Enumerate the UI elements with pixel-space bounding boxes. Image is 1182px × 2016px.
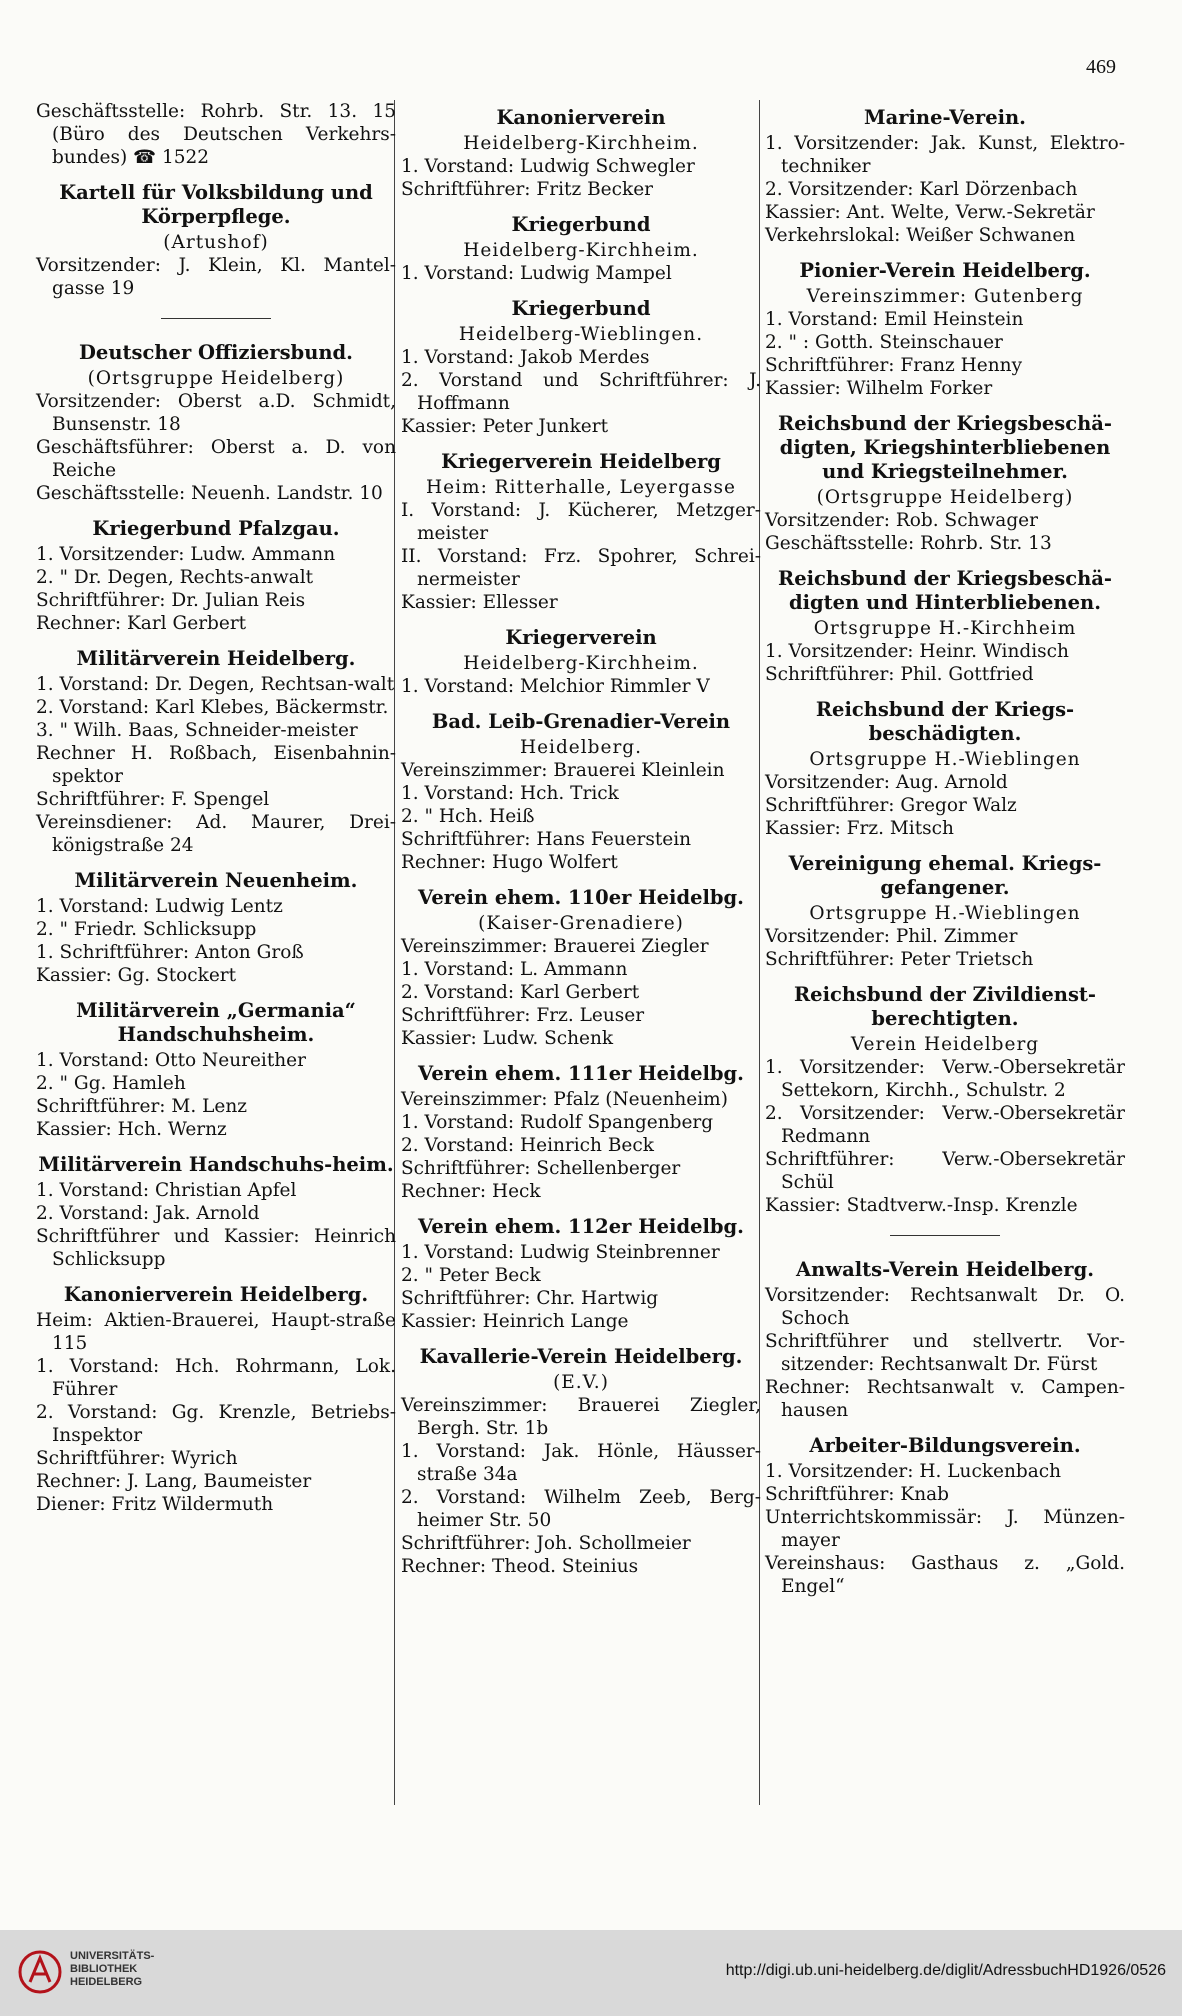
entry-subtitle: Ortsgruppe H.-Wieblingen xyxy=(809,903,1081,924)
directory-entry xyxy=(765,259,1125,400)
entry-line: Rechner: Hugo Wolfert xyxy=(401,852,618,873)
entry-title: Kriegerbund xyxy=(511,213,651,236)
entry-line: Kassier: Frz. Mitsch xyxy=(765,818,954,839)
entry-line: Rechner: Theod. Steinius xyxy=(401,1556,639,1577)
entry-line: Vorsitzender: J. Klein, Kl. Mantel-gasse 19 xyxy=(36,255,396,299)
entry-title: Reichsbund der Zivildienst-berechtigten. xyxy=(793,983,1097,1030)
directory-entry xyxy=(765,106,1125,247)
entry-subtitle: (Ortsgruppe Heidelberg) xyxy=(816,487,1074,508)
entry-title: Militärverein „Germania“ Handschuhsheim. xyxy=(76,999,356,1046)
entry-line: Vorsitzender: Rob. Schwager xyxy=(765,510,1038,531)
column-3 xyxy=(765,100,1125,1610)
directory-entry xyxy=(401,106,761,201)
entry-line: Rechner: Karl Gerbert xyxy=(36,613,247,634)
entry-line: Vereinszimmer: Brauerei Ziegler, Bergh. Str. 1b xyxy=(401,1395,761,1439)
entry-line: 1. Vorstand: Christian Apfel xyxy=(36,1180,297,1201)
entry-line: 2. " Friedr. Schlicksupp xyxy=(36,919,257,940)
entry-subtitle: Verein Heidelberg xyxy=(850,1034,1040,1055)
entry-line: II. Vorstand: Frz. Spohrer, Schrei-nermeister xyxy=(401,546,761,590)
entry-title: Verein ehem. 111er Heidelbg. xyxy=(418,1062,744,1085)
entry-line: 2. " Gg. Hamleh xyxy=(36,1073,186,1094)
entry-line: Vorsitzender: Phil. Zimmer xyxy=(765,926,1018,947)
entry-subtitle: (Artushof) xyxy=(163,232,269,253)
directory-entry xyxy=(401,450,761,614)
entry-line: 1. Vorstand: Dr. Degen, Rechtsan-walt xyxy=(36,674,395,695)
entry-title: Reichsbund der Kriegs-beschädigten. xyxy=(815,698,1075,745)
entry-line: Kassier: Ludw. Schenk xyxy=(401,1028,614,1049)
directory-entry xyxy=(401,710,761,874)
entry-line: 1. Vorstand: Ludwig Steinbrenner xyxy=(401,1242,720,1263)
entry-line: Vereinszimmer: Brauerei Ziegler xyxy=(401,936,709,957)
entry-title: Kriegerverein Heidelberg xyxy=(441,450,721,473)
entry-line: 2. " Dr. Degen, Rechts-anwalt xyxy=(36,567,314,588)
entry-subtitle: Heim: Ritterhalle, Leyergasse xyxy=(426,477,736,498)
entry-subtitle: Vereinszimmer: Gutenberg xyxy=(806,286,1084,307)
entry-title: Anwalts-Verein Heidelberg. xyxy=(795,1258,1095,1281)
entry-line: Schriftführer: Franz Henny xyxy=(765,355,1023,376)
entry-line: Geschäftsstelle: Rohrb. Str. 13 xyxy=(765,533,1052,554)
entry-title: Kriegerverein xyxy=(505,626,657,649)
entry-line: 2. Vorsitzender: Verw.-Obersekretär Redmann xyxy=(765,1103,1125,1147)
entry-line: 2. Vorstand: Jak. Arnold xyxy=(36,1203,260,1224)
entry-line: 1. Vorstand: Jak. Hönle, Häusser-straße 34a xyxy=(401,1441,761,1485)
entry-line: Unterrichtskommissär: J. Münzen-mayer xyxy=(765,1507,1125,1551)
directory-entry xyxy=(765,1258,1125,1422)
entry-line: I. Vorstand: J. Kücherer, Metzger-meister xyxy=(401,500,761,544)
entry-line: Kassier: Ellesser xyxy=(401,592,558,613)
page-number: 469 xyxy=(1086,56,1116,78)
entry-title: Arbeiter-Bildungsverein. xyxy=(809,1434,1081,1457)
entry-line: Rechner: Heck xyxy=(401,1181,541,1202)
entry-line: Kassier: Wilhelm Forker xyxy=(765,378,993,399)
directory-entry xyxy=(765,412,1125,555)
directory-entry xyxy=(401,886,761,1050)
directory-entry xyxy=(36,1153,396,1271)
entry-title: Militärverein Heidelberg. xyxy=(76,647,356,670)
entry-title: Verein ehem. 112er Heidelbg. xyxy=(418,1215,744,1238)
entry-line: Schriftführer: Dr. Julian Reis xyxy=(36,590,306,611)
entry-line: Vereinsdiener: Ad. Maurer, Drei-königstraße 24 xyxy=(36,812,396,856)
directory-entry xyxy=(36,181,396,300)
entry-line: Schriftführer: Peter Trietsch xyxy=(765,949,1034,970)
entry-subtitle: Heidelberg-Kirchheim. xyxy=(463,133,699,154)
entry-line: Schriftführer: M. Lenz xyxy=(36,1096,248,1117)
entry-line: 3. " Wilh. Baas, Schneider-meister xyxy=(36,720,358,741)
directory-entry xyxy=(36,341,396,505)
entry-line: 1. Vorsitzender: Ludw. Ammann xyxy=(36,544,336,565)
directory-entry xyxy=(401,1062,761,1203)
directory-entry xyxy=(36,100,396,169)
entry-line: Schriftführer: Frz. Leuser xyxy=(401,1005,645,1026)
entry-title: Vereinigung ehemal. Kriegs-gefangener. xyxy=(788,852,1102,899)
entry-line: 2. Vorstand: Karl Klebes, Bäckermstr. xyxy=(36,697,389,718)
university-library-logo-icon xyxy=(16,1944,64,2000)
entry-line: 2. Vorstand: Gg. Krenzle, Betriebs-Inspektor xyxy=(36,1402,396,1446)
entry-line: 1. Vorstand: Ludwig Lentz xyxy=(36,896,283,917)
entry-line: 2. " Peter Beck xyxy=(401,1265,541,1286)
directory-entry xyxy=(765,852,1125,971)
entry-title: Verein ehem. 110er Heidelbg. xyxy=(418,886,744,909)
entry-line: 1. Vorstand: Emil Heinstein xyxy=(765,309,1024,330)
entry-line: Rechner: Rechtsanwalt v. Campen-hausen xyxy=(765,1377,1125,1421)
entry-line: Vorsitzender: Aug. Arnold xyxy=(765,772,1008,793)
entry-line: 2. " Hch. Heiß xyxy=(401,806,535,827)
entry-subtitle: Heidelberg-Wieblingen. xyxy=(458,324,704,345)
entry-line: Vereinszimmer: Pfalz (Neuenheim) xyxy=(401,1089,728,1110)
entry-line: Schriftführer und stellvertr. Vor-sitzender: Rechtsanwalt Dr. Fürst xyxy=(765,1331,1125,1375)
entry-line: Schriftführer: Knab xyxy=(765,1484,950,1505)
entry-line: Geschäftsführer: Oberst a. D. von Reiche xyxy=(36,437,396,481)
entry-line: Geschäftsstelle: Neuenh. Landstr. 10 xyxy=(36,483,383,504)
entry-line: 2. Vorsitzender: Karl Dörzenbach xyxy=(765,179,1078,200)
entry-line: Kassier: Gg. Stockert xyxy=(36,965,237,986)
entry-title: Kanonierverein xyxy=(496,106,666,129)
directory-entry xyxy=(401,1345,761,1578)
entry-title: Kavallerie-Verein Heidelberg. xyxy=(419,1345,743,1368)
entry-line: 1. Schriftführer: Anton Groß xyxy=(36,942,304,963)
entry-title: Pionier-Verein Heidelberg. xyxy=(799,259,1091,282)
entry-line: 1. Vorstand: Ludwig Mampel xyxy=(401,263,672,284)
entry-subtitle: Heidelberg. xyxy=(519,737,643,758)
entry-title: Reichsbund der Kriegsbeschä-digten und Hinterbliebenen. xyxy=(777,567,1112,614)
entry-line: 1. Vorstand: L. Ammann xyxy=(401,959,628,980)
directory-entry xyxy=(765,1434,1125,1598)
entry-line: Verkehrslokal: Weißer Schwanen xyxy=(765,225,1076,246)
entry-line: Schriftführer: Hans Feuerstein xyxy=(401,829,692,850)
entry-line: 2. " : Gotth. Steinschauer xyxy=(765,332,1003,353)
library-name-line: UNIVERSITÄTS- BIBLIOTHEK HEIDELBERG xyxy=(70,1950,155,1988)
entry-subtitle: Heidelberg-Kirchheim. xyxy=(463,653,699,674)
entry-title: Militärverein Neuenheim. xyxy=(74,869,358,892)
directory-entry xyxy=(401,213,761,285)
entry-line: Schriftführer: Phil. Gottfried xyxy=(765,664,1034,685)
entry-title: Bad. Leib-Grenadier-Verein xyxy=(431,710,731,733)
entry-title: Kriegerbund xyxy=(511,297,651,320)
entry-line: Heim: Aktien-Brauerei, Haupt-straße 115 xyxy=(36,1310,396,1354)
entry-subtitle: (E.V.) xyxy=(553,1372,609,1393)
entry-line: Schriftführer: Chr. Hartwig xyxy=(401,1288,659,1309)
entry-line: Rechner H. Roßbach, Eisenbahnin-spektor xyxy=(36,743,396,787)
entry-line: Kassier: Peter Junkert xyxy=(401,416,609,437)
entry-line: 1. Vorsitzender: Jak. Kunst, Elektro-techniker xyxy=(765,133,1125,177)
entry-title: Reichsbund der Kriegsbeschä-digten, Kriegshinterbliebenen und Kriegsteilnehmer. xyxy=(777,412,1112,483)
entry-line: 1. Vorstand: Otto Neureither xyxy=(36,1050,306,1071)
entry-line: Vorsitzender: Oberst a.D. Schmidt, Bunsenstr. 18 xyxy=(36,391,396,435)
entry-title: Kartell für Volksbildung und Körperpflege. xyxy=(59,181,373,228)
entry-line: Kassier: Stadtverw.-Insp. Krenzle xyxy=(765,1195,1078,1216)
entry-line: 1. Vorsitzender: H. Luckenbach xyxy=(765,1461,1062,1482)
section-separator xyxy=(161,318,271,319)
directory-entry xyxy=(765,983,1125,1217)
directory-entry xyxy=(401,626,761,698)
entry-line: 1. Vorstand: Jakob Merdes xyxy=(401,347,650,368)
library-name xyxy=(70,1950,154,1989)
entry-line: Schriftführer: Verw.-Obersekretär Schül xyxy=(765,1149,1125,1193)
entry-subtitle: Heidelberg-Kirchheim. xyxy=(463,240,699,261)
entry-line: Geschäftsstelle: Rohrb. Str. 13. 15 (Büro des Deutschen Verkehrs-bundes) ☎ 1522 xyxy=(36,101,396,168)
entry-line: Diener: Fritz Wildermuth xyxy=(36,1494,274,1515)
column-2 xyxy=(401,100,761,1590)
column-1 xyxy=(36,100,396,1528)
section-separator xyxy=(890,1235,1000,1236)
entry-title: Marine-Verein. xyxy=(864,106,1026,129)
entry-subtitle: Ortsgruppe H.-Wieblingen xyxy=(809,749,1081,770)
entry-line: 1. Vorstand: Melchior Rimmler V xyxy=(401,676,710,697)
directory-entry xyxy=(36,517,396,635)
entry-line: 2. Vorstand und Schriftführer: J. Hoffmann xyxy=(401,370,761,414)
entry-title: Kriegerbund Pfalzgau. xyxy=(92,517,340,540)
entry-subtitle: (Ortsgruppe Heidelberg) xyxy=(87,368,345,389)
directory-entry xyxy=(36,647,396,857)
entry-line: Schriftführer: Fritz Becker xyxy=(401,179,653,200)
entry-line: Schriftführer: Gregor Walz xyxy=(765,795,1017,816)
entry-line: Rechner: J. Lang, Baumeister xyxy=(36,1471,312,1492)
entry-line: 1. Vorstand: Ludwig Schwegler xyxy=(401,156,695,177)
directory-entry xyxy=(765,567,1125,686)
entry-line: 2. Vorstand: Karl Gerbert xyxy=(401,982,640,1003)
directory-entry xyxy=(36,869,396,987)
entry-title: Militärverein Handschuhs-heim. xyxy=(38,1153,394,1176)
entry-line: 2. Vorstand: Heinrich Beck xyxy=(401,1135,654,1156)
entry-line: Vereinshaus: Gasthaus z. „Gold. Engel“ xyxy=(765,1553,1125,1597)
source-url-link[interactable]: http://digi.ub.uni-heidelberg.de/diglit/AdressbuchHD1926/0526 xyxy=(725,1962,1166,1979)
entry-line: Schriftführer: Schellenberger xyxy=(401,1158,681,1179)
entry-title: Deutscher Offiziersbund. xyxy=(79,341,353,364)
footer-bar xyxy=(0,1930,1182,2016)
entry-line: 1. Vorstand: Hch. Rohrmann, Lok. Führer xyxy=(36,1356,396,1400)
entry-line: 1. Vorsitzender: Heinr. Windisch xyxy=(765,641,1069,662)
directory-entry xyxy=(401,1215,761,1333)
directory-entry xyxy=(401,297,761,438)
entry-line: Schriftführer und Kassier: Heinrich Schlicksupp xyxy=(36,1226,396,1270)
entry-title: Kanonierverein Heidelberg. xyxy=(63,1283,369,1306)
directory-entry xyxy=(765,698,1125,840)
entry-line: Vereinszimmer: Brauerei Kleinlein xyxy=(401,760,725,781)
entry-line: Schriftführer: F. Spengel xyxy=(36,789,270,810)
entry-subtitle: (Kaiser-Grenadiere) xyxy=(478,913,684,934)
entry-line: Schriftführer: Wyrich xyxy=(36,1448,238,1469)
entry-line: Kassier: Ant. Welte, Verw.-Sekretär xyxy=(765,202,1095,223)
entry-line: 2. Vorstand: Wilhelm Zeeb, Berg-heimer Str. 50 xyxy=(401,1487,761,1531)
entry-subtitle: Ortsgruppe H.-Kirchheim xyxy=(813,618,1077,639)
directory-entry xyxy=(36,999,396,1141)
directory-entry xyxy=(36,1283,396,1516)
entry-line: Kassier: Heinrich Lange xyxy=(401,1311,629,1332)
entry-line: 1. Vorstand: Rudolf Spangenberg xyxy=(401,1112,714,1133)
entry-line: Kassier: Hch. Wernz xyxy=(36,1119,227,1140)
entry-line: Vorsitzender: Rechtsanwalt Dr. O. Schoch xyxy=(765,1285,1125,1329)
entry-line: Schriftführer: Joh. Schollmeier xyxy=(401,1533,691,1554)
entry-line: 1. Vorsitzender: Verw.-Obersekretär Settekorn, Kirchh., Schulstr. 2 xyxy=(765,1057,1125,1101)
entry-line: 1. Vorstand: Hch. Trick xyxy=(401,783,619,804)
